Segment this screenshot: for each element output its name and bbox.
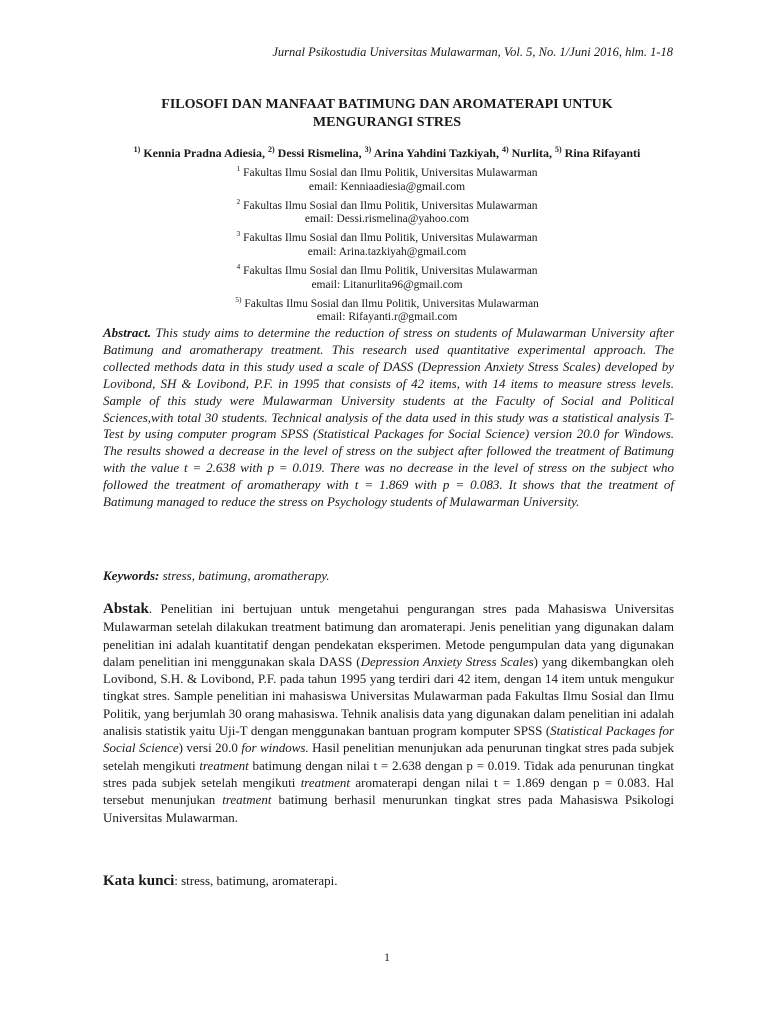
affiliation: [100, 260, 674, 279]
abstrak-label: Abstak: [103, 601, 149, 617]
author-name: Arina Yahdini Tazkiyah,: [373, 146, 499, 160]
kata-kunci: [103, 873, 674, 890]
abstrak-text: . Penelitian ini bertujuan untuk mengetahui pengurangan stres pada Mahasiswa Universitas Mulawarman setelah dilakukan treatment batimung dan aromaterapi. Jenis penelitian yang digunakan dalam penelitian ini adalah kuantitatif dengan pendekatan eksperimen. Metode pengumpulan data yang digunakan dalam penelitian ini menggunakan skala DASS (: [103, 601, 674, 669]
affiliation-institution: Fakultas Ilmu Sosial dan Ilmu Politik, Universitas Mulawarman: [243, 232, 538, 245]
author-number: 5): [554, 145, 562, 154]
affiliation-email: email: Dessi.rismelina@yahoo.com: [304, 213, 470, 226]
keywords-label: Keywords:: [103, 568, 160, 583]
author-number: 3): [364, 145, 372, 154]
abstrak-italic: treatment: [300, 774, 351, 790]
affiliation: [100, 227, 674, 246]
affiliation: [100, 293, 674, 312]
author-number: 4): [501, 145, 509, 154]
affiliation-institution: Fakultas Ilmu Sosial dan Ilmu Politik, Universitas Mulawarman: [243, 166, 538, 179]
author-number: 1): [133, 145, 141, 154]
abstract-label: Abstract.: [103, 325, 152, 340]
abstract-english: [103, 325, 674, 511]
affiliation-number: 5): [235, 294, 242, 304]
affiliation-number: 3: [236, 229, 241, 239]
paper-title: [100, 96, 674, 132]
abstrak-italic: Depression Anxiety Stress Scales: [360, 653, 534, 669]
affiliation: [100, 195, 674, 214]
title-line-2: MENGURANGI STRES: [312, 115, 462, 130]
affiliation-number: 4: [236, 261, 241, 271]
affiliation-institution: Fakultas Ilmu Sosial dan Ilmu Politik, Universitas Mulawarman: [243, 199, 538, 212]
author-name: Nurlita,: [511, 146, 552, 160]
affiliation-institution: Fakultas Ilmu Sosial dan Ilmu Politik, Universitas Mulawarman: [243, 264, 538, 277]
affiliation-email: email: Arina.tazkiyah@gmail.com: [307, 246, 467, 259]
abstrak-text: Hasil penelitian menunjukan ada penurunan tingkat stres pada subjek setelah mengikuti: [103, 740, 675, 773]
affiliation-list: [100, 162, 674, 325]
abstract-indonesian: [103, 600, 674, 826]
abstrak-italic: treatment: [199, 757, 249, 773]
title-line-1: FILOSOFI DAN MANFAAT BATIMUNG DAN AROMATERAPI UNTUK: [161, 97, 613, 112]
journal-header: Jurnal Psikostudia Universitas Mulawarman, Vol. 5, No. 1/Juni 2016, hlm. 1-18: [272, 45, 673, 59]
affiliation-email: email: Rifayanti.r@gmail.com: [316, 311, 458, 324]
affiliation-institution: Fakultas Ilmu Sosial dan Ilmu Politik, Universitas Mulawarman: [244, 297, 539, 310]
abstrak-text: batimung dengan nilai t = 2.638 dengan p = 0.019. Tidak ada penurunan tingkat stres pada subjek setelah mengikuti: [103, 757, 674, 790]
keywords: [103, 568, 674, 584]
abstrak-italic: Statistical Packages for Social Science: [103, 723, 675, 756]
abstrak-italic: for windows.: [241, 740, 309, 756]
author-name: Rina Rifayanti: [564, 146, 641, 160]
affiliation-number: 2: [236, 196, 241, 206]
abstrak-text: ) yang dikembangkan oleh Lovibond, S.H. & Lovibond, P.F. pada tahun 1995 yang terdiri dari 42 item, dengan 14 item untuk mengukur tingkat stres. Sample penelitian ini mahasiswa Universitas Mulawarman pada Fakultas Ilmu Sosial dan Ilmu Politik, yang berjumlah 30 orang mahasiswa. Tehnik analisis data yang digunakan dalam penelitian ini adalah analisis statistik yaitu Uji-T dengan menggunakan bantuan program komputer SPSS (: [103, 653, 675, 739]
affiliation: [100, 162, 674, 181]
keywords-text: stress, batimung, aromatherapy.: [162, 568, 330, 583]
author-name: Kennia Pradna Adiesia,: [143, 146, 265, 160]
author-number: 2): [268, 145, 275, 154]
author-name: Dessi Rismelina,: [277, 146, 362, 160]
kata-kunci-label: Kata kunci: [103, 873, 175, 889]
author-list: [100, 145, 674, 161]
abstrak-text: ) versi 20.0: [178, 740, 242, 756]
affiliation-email: email: Kenniaadiesia@gmail.com: [308, 180, 466, 193]
page-number: 1: [384, 950, 390, 964]
kata-kunci-text: : stress, batimung, aromaterapi.: [174, 873, 338, 888]
abstrak-text: aromaterapi dengan nilai t = 1.869 dengan p = 0.083. Hal tersebut menunjukan: [103, 774, 675, 808]
abstrak-italic: treatment: [222, 792, 272, 808]
affiliation-email: email: Litanurlita96@gmail.com: [311, 278, 463, 291]
abstract-text: This study aims to determine the reduction of stress on students of Mulawarman University after Batimung and aromatherapy treatment. This research used quantitative experimental approach. The collected methods data in this study used a scale of DASS (Depression Anxiety Stress Scales) developed by Lovibond, SH & Lovibond, P.F. in 1995 that consists of 42 items, with 14 items to measure stress levels. Sample of this study were Mulawarman University students at the Faculty of Social and Political Sciences,with total 30 students. Technical analysis of the data used in this study was a statistical analysis T-Test by using computer program SPSS (Statistical Packages for Social Science) version 20.0 for Windows. The results showed a decrease in the level of stress on the subject after followed the treatment of Batimung with the value t = 2.638 with p = 0.019. There was no decrease in the level of stress on the subject who followed the treatment of aromatherapy with t = 1.869 with p = 0.083. It shows that the treatment of Batimung managed to reduce the stress on Psychology students of Mulawarman University.: [103, 325, 674, 510]
affiliation-number: 1: [236, 164, 241, 173]
abstrak-text: batimung berhasil menurunkan tingkat stres pada Mahasiswa Psikologi Universitas Mulawarman.: [103, 792, 674, 825]
